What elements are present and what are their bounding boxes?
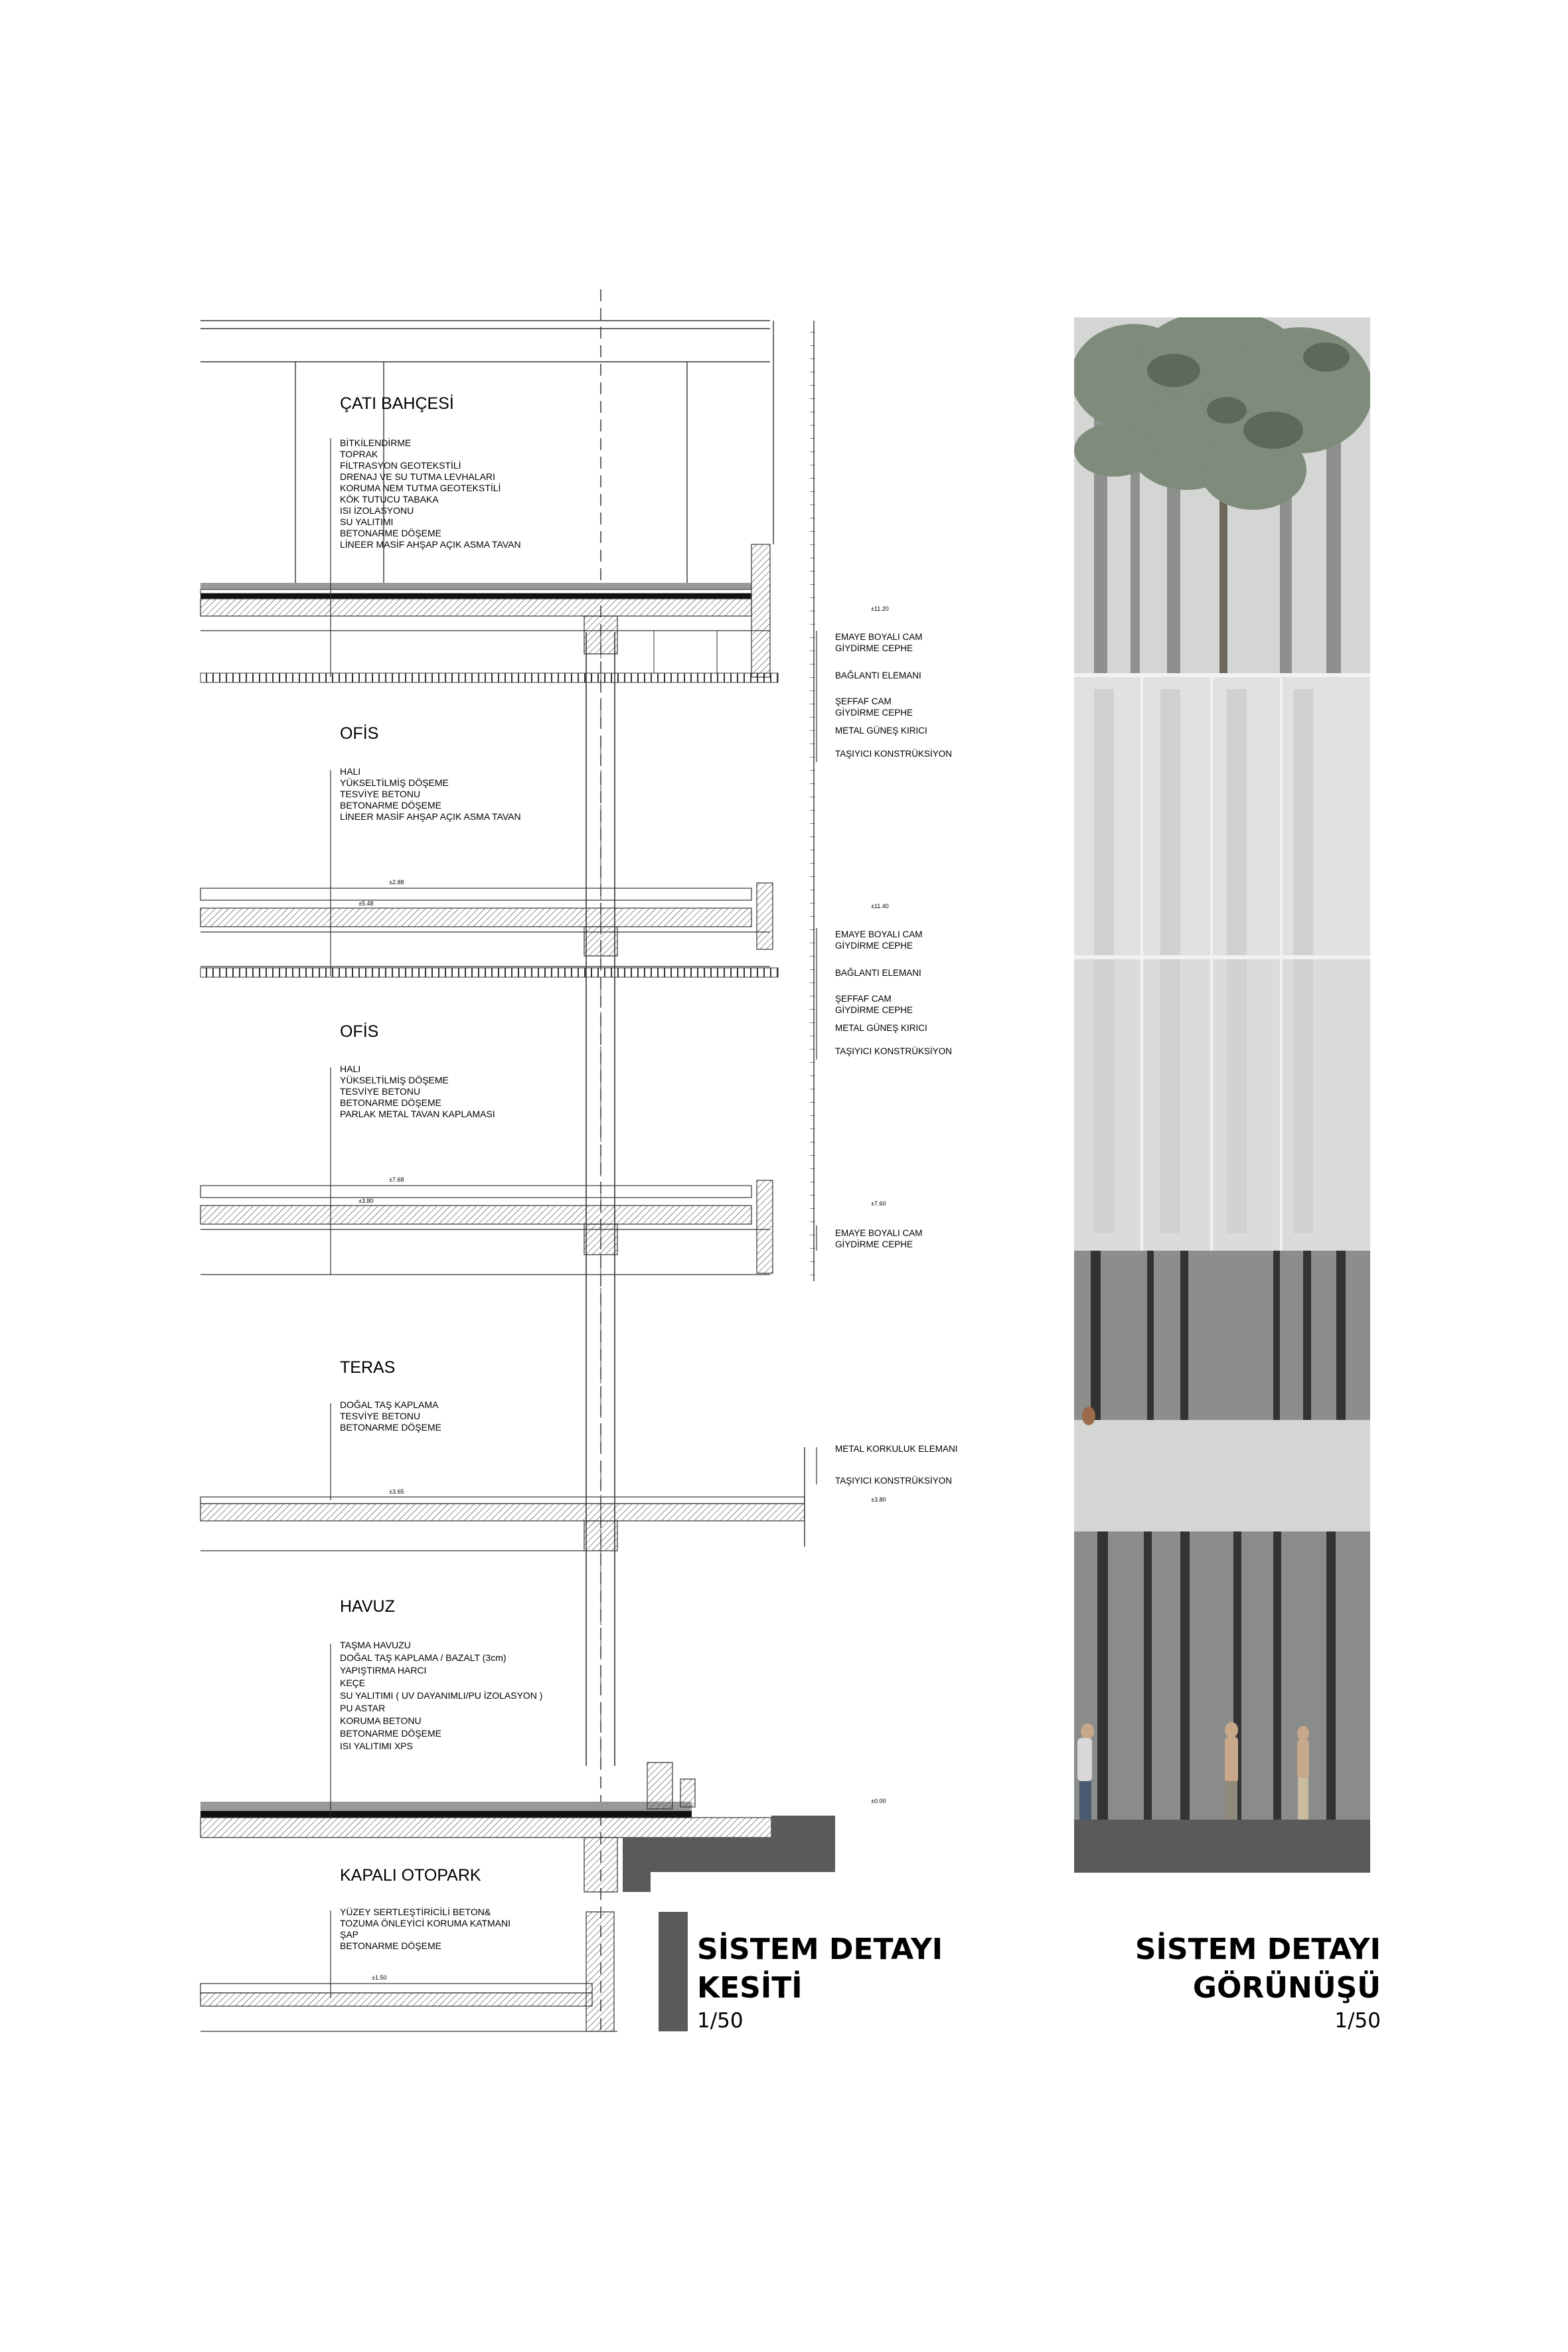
layer-label: LİNEER MASİF AHŞAP AÇIK ASMA TAVAN (340, 539, 521, 550)
level-mark: ±3.80 (871, 1496, 886, 1503)
layer-label: BETONARME DÖŞEME (340, 800, 441, 811)
level-mark: ±5.48 (358, 900, 374, 907)
layer-label: KORUMA BETONU (340, 1715, 422, 1726)
callout-label: METAL GÜNEŞ KIRICI (835, 726, 927, 736)
layer-label: ISI YALITIMI XPS (340, 1741, 413, 1751)
layer-label: DOĞAL TAŞ KAPLAMA / BAZALT (3cm) (340, 1652, 507, 1663)
callout-label: TAŞIYICI KONSTRÜKSİYON (835, 1046, 953, 1056)
callout-label: EMAYE BOYALI CAM (835, 1228, 923, 1238)
level-mark: ±7.60 (871, 1200, 886, 1207)
layer-label: ŞAP (340, 1929, 359, 1940)
elevation-view (1074, 317, 1370, 1873)
callout-label: GİYDİRME CEPHE (835, 643, 913, 653)
layer-label: YAPIŞTIRMA HARCI (340, 1665, 427, 1676)
floor-heading: TERAS (340, 1358, 396, 1377)
callout-label: GİYDİRME CEPHE (835, 1239, 913, 1249)
facade-ruler (810, 321, 815, 1283)
floor-heading: OFİS (340, 1022, 379, 1041)
callout-label: GİYDİRME CEPHE (835, 941, 913, 951)
office-floor-2 (200, 1180, 773, 1275)
section-title-line-2: KESİTİ (697, 1971, 803, 2005)
layer-label: BETONARME DÖŞEME (340, 1728, 441, 1739)
level-mark: ±11.20 (871, 605, 889, 612)
section-title-line-1: SİSTEM DETAYI (697, 1932, 943, 1966)
callout-label: BAĞLANTI ELEMANI (835, 670, 921, 680)
layer-label: DRENAJ VE SU TUTMA LEVHALARI (340, 471, 495, 482)
level-mark: ±3.80 (358, 1198, 374, 1204)
layer-label: BİTKİLENDİRME (340, 437, 412, 448)
layer-label: TOPRAK (340, 449, 378, 459)
level-mark: ±2.88 (389, 879, 404, 886)
layer-label: BETONARME DÖŞEME (340, 1422, 441, 1433)
callout-label: GİYDİRME CEPHE (835, 1005, 913, 1015)
office-band-2 (1074, 955, 1370, 1251)
level-mark: ±7.68 (389, 1176, 404, 1183)
layer-label: TESVİYE BETONU (340, 789, 421, 799)
callout-label: EMAYE BOYALI CAM (835, 632, 923, 642)
section-scale: 1/50 (697, 2009, 744, 2033)
layer-label: HALI (340, 766, 361, 777)
elevation-scale: 1/50 (1334, 2009, 1381, 2033)
layer-label: HALI (340, 1063, 361, 1074)
floor-annotations (331, 394, 542, 1998)
floor-heading: KAPALI OTOPARK (340, 1866, 481, 1885)
layer-label: TAŞMA HAVUZU (340, 1640, 411, 1650)
layer-label: PU ASTAR (340, 1703, 386, 1713)
layer-label: KORUMA NEM TUTMA GEOTEKSTİLİ (340, 483, 501, 493)
terrace-slab (200, 1447, 805, 1551)
floor-heading: OFİS (340, 724, 379, 743)
layer-label: YÜKSELTİLMİŞ DÖŞEME (340, 777, 449, 788)
callout-label: BAĞLANTI ELEMANI (835, 968, 921, 978)
layer-label: SU YALITIMI (340, 516, 394, 527)
layer-label: TOZUMA ÖNLEYİCİ KORUMA KATMANI (340, 1918, 510, 1928)
parking-slab (200, 1912, 688, 2031)
office-band-1 (1074, 673, 1370, 955)
callout-label: ŞEFFAF CAM (835, 994, 892, 1004)
floor-heading: ÇATI BAHÇESİ (340, 394, 454, 413)
layer-label: BETONARME DÖŞEME (340, 1097, 441, 1108)
facade-callouts (817, 631, 958, 1486)
callout-label: ŞEFFAF CAM (835, 696, 892, 706)
floor-heading: HAVUZ (340, 1597, 395, 1616)
terrace-band (1074, 1251, 1370, 1420)
ground-band (1074, 1531, 1370, 1820)
level-mark: ±11.40 (871, 903, 889, 909)
elevation-title (1129, 1930, 1381, 2007)
layer-label: BETONARME DÖŞEME (340, 1940, 441, 1951)
callout-label: METAL GÜNEŞ KIRICI (835, 1023, 927, 1033)
layer-label: YÜZEY SERTLEŞTİRİCİLİ BETON& (340, 1907, 491, 1917)
level-mark: ±3.65 (389, 1488, 404, 1495)
callout-label: TAŞIYICI KONSTRÜKSİYON (835, 749, 953, 759)
layer-label: TESVİYE BETONU (340, 1086, 421, 1097)
section-title (697, 1930, 943, 2007)
roof-slab (200, 544, 778, 682)
layer-label: TESVİYE BETONU (340, 1411, 421, 1421)
terrace-railing-glass (1074, 1420, 1370, 1531)
elevation-title-line-1: SİSTEM DETAYI (1135, 1932, 1381, 1966)
layer-label: KÖK TUTUCU TABAKA (340, 494, 439, 505)
layer-label: SU YALITIMI ( UV DAYANIMLI/PU İZOLASYON ) (340, 1690, 543, 1701)
layer-label: PARLAK METAL TAVAN KAPLAMASI (340, 1109, 495, 1119)
level-mark: ±1.50 (372, 1974, 387, 1981)
ground-base (1074, 1820, 1370, 1873)
callout-label: METAL KORKULUK ELEMANI (835, 1444, 958, 1454)
level-mark: ±0.00 (871, 1798, 886, 1804)
layer-label: FİLTRASYON GEOTEKSTİLİ (340, 460, 461, 471)
layer-label: ISI İZOLASYONU (340, 505, 414, 516)
pool-slab (200, 1763, 835, 1892)
layer-label: DOĞAL TAŞ KAPLAMA (340, 1399, 439, 1410)
callout-label: EMAYE BOYALI CAM (835, 929, 923, 939)
layer-label: YÜKSELTİLMİŞ DÖŞEME (340, 1075, 449, 1085)
elevation-title-line-2: GÖRÜNÜŞÜ (1192, 1971, 1381, 2005)
layer-label: KEÇE (340, 1678, 366, 1688)
callout-label: GİYDİRME CEPHE (835, 708, 913, 718)
callout-label: TAŞIYICI KONSTRÜKSİYON (835, 1476, 953, 1486)
layer-label: BETONARME DÖŞEME (340, 528, 441, 538)
layer-label: LİNEER MASİF AHŞAP AÇIK ASMA TAVAN (340, 811, 521, 822)
office-floor-1 (200, 883, 778, 977)
